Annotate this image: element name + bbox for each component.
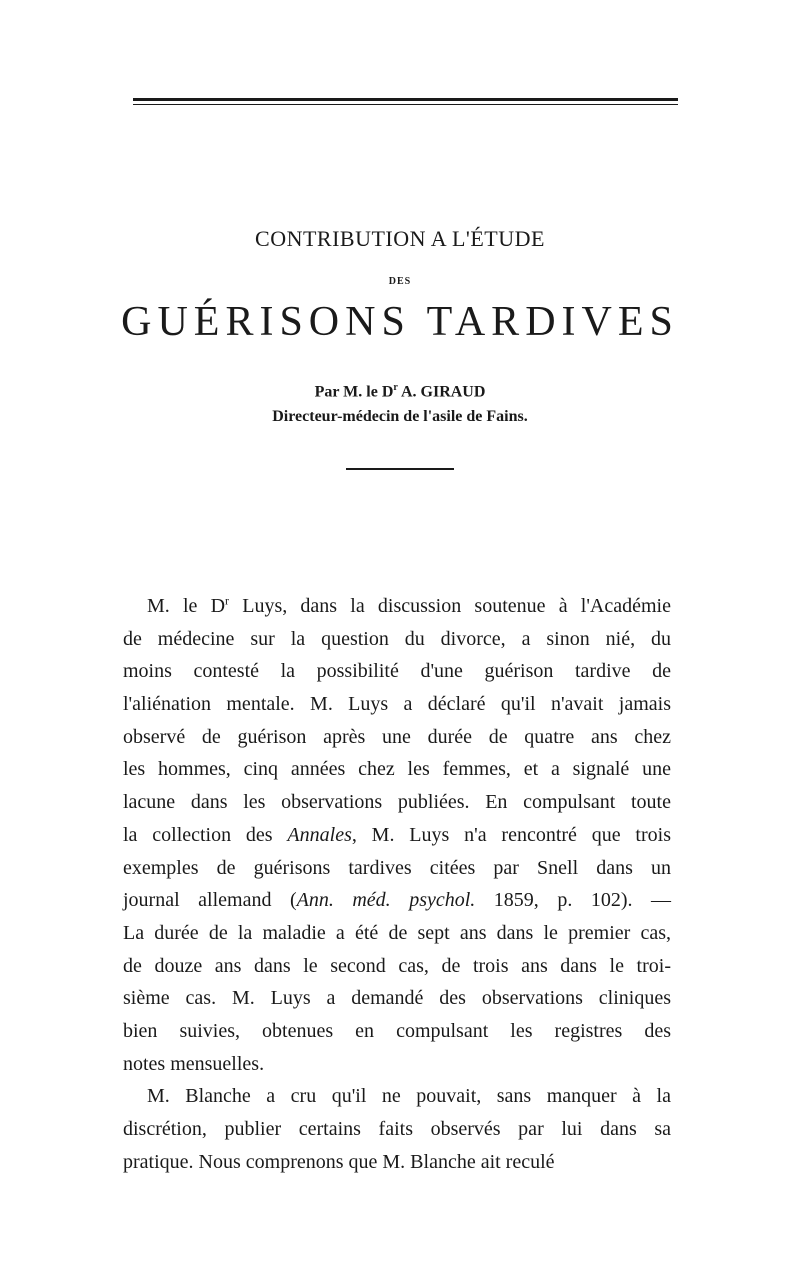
text-line: de douze ans dans le second cas, de trois ans dans le troi- bbox=[123, 954, 671, 977]
title-line-1: CONTRIBUTION A L'ÉTUDE bbox=[255, 226, 545, 251]
text-line: moins contesté la possibilité d'une guérison tardive de bbox=[123, 660, 671, 683]
paragraph-2 bbox=[123, 1080, 671, 1178]
text-line: La durée de la maladie a été de sept ans dans le premier cas, bbox=[123, 921, 671, 944]
text-segment: 1859, p. 102). — bbox=[475, 889, 671, 912]
text-line bbox=[123, 590, 671, 623]
author-sup: r bbox=[393, 382, 398, 393]
section-divider bbox=[346, 468, 454, 470]
paragraph-1 bbox=[123, 590, 671, 1080]
text-segment: journal allemand ( bbox=[123, 889, 297, 912]
text-line: observé de guérison après une durée de quatre ans chez bbox=[123, 725, 671, 748]
author-line bbox=[0, 382, 800, 401]
body-text bbox=[123, 590, 671, 1178]
italic-citation: Ann. méd. psychol. bbox=[296, 889, 476, 912]
text-line: notes mensuelles. bbox=[123, 1052, 265, 1075]
text-line bbox=[123, 819, 671, 852]
text-line: bien suivies, obtenues en compulsant les registres des bbox=[123, 1019, 671, 1042]
author-prefix: Par M. le D bbox=[314, 383, 394, 401]
text-line: les hommes, cinq années chez les femmes, et a signalé une bbox=[123, 758, 671, 781]
text-line bbox=[123, 884, 671, 917]
text-line: exemples de guérisons tardives citées par Snell dans un bbox=[123, 856, 671, 879]
superscript: r bbox=[225, 593, 230, 608]
text-segment: , M. Luys n'a rencontré que trois bbox=[351, 823, 671, 846]
main-title: GUÉRISONS TARDIVES bbox=[121, 299, 679, 345]
title-des: DES bbox=[388, 276, 412, 287]
header-double-rule-thick bbox=[133, 98, 678, 101]
text-segment: Luys, dans la discussion soutenue à l'Académie bbox=[229, 595, 671, 617]
text-line: sième cas. M. Luys a demandé des observations cliniques bbox=[123, 987, 671, 1010]
text-segment: M. le D bbox=[147, 595, 226, 617]
header-double-rule-thin bbox=[133, 104, 678, 105]
author-affiliation: Directeur-médecin de l'asile de Fains. bbox=[272, 408, 528, 425]
text-line: de médecine sur la question du divorce, a sinon nié, du bbox=[123, 627, 671, 650]
italic-citation: Annales bbox=[287, 823, 352, 846]
text-line: discrétion, publier certains faits observés par lui dans sa bbox=[123, 1118, 671, 1140]
text-line: lacune dans les observations publiées. En compulsant toute bbox=[123, 791, 671, 814]
text-line: M. Blanche a cru qu'il ne pouvait, sans manquer à la bbox=[147, 1085, 671, 1108]
text-line: pratique. Nous comprenons que M. Blanche ait reculé bbox=[123, 1150, 555, 1173]
text-segment: la collection des bbox=[123, 823, 288, 846]
text-line: l'aliénation mentale. M. Luys a déclaré qu'il n'avait jamais bbox=[123, 693, 671, 716]
author-name: A. GIRAUD bbox=[397, 383, 486, 401]
